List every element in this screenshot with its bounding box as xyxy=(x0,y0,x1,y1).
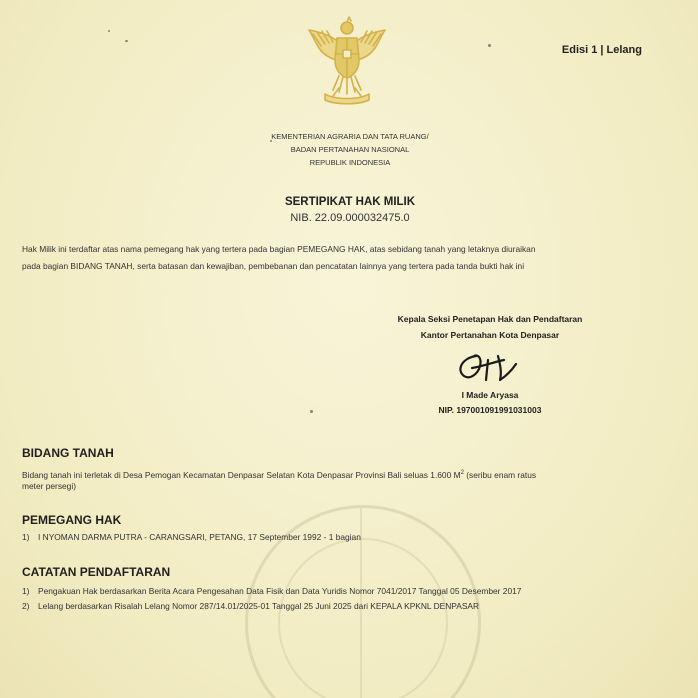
position-line: Kantor Pertanahan Kota Denpasar xyxy=(420,330,560,340)
list-item xyxy=(22,586,521,596)
paper-speck xyxy=(108,30,110,32)
list-item-text: Lelang berdasarkan Risalah Lelang Nomor 287/14.01/2025-01 Tanggal 25 Juni 2025 dari KEPALA KPKNL DENPASAR xyxy=(38,601,480,611)
signatory-details xyxy=(360,388,620,418)
signatory-name: I Made Aryasa xyxy=(461,390,519,400)
bidang-tanah-text xyxy=(22,468,672,492)
paper-speck xyxy=(488,44,491,47)
list-item xyxy=(22,601,479,611)
bidang-tanah-line xyxy=(22,468,672,481)
bidang-tanah-text-main: Bidang tanah ini terletak di Desa Pemogan Kecamatan Denpasar Selatan Kota Denpasar Provinsi Bali seluas 1.600 M xyxy=(22,469,461,480)
list-item-number: 2) xyxy=(22,601,30,611)
list-item-number: 1) xyxy=(22,532,30,542)
paper-speck xyxy=(125,40,128,42)
bidang-tanah-line: meter persegi) xyxy=(22,480,76,491)
section-title-catatan-pendaftaran: CATATAN PENDAFTARAN xyxy=(22,565,171,579)
section-title-bidang-tanah: BIDANG TANAH xyxy=(22,446,114,460)
certificate-nib: NIB. 22.09.000032475.0 xyxy=(290,212,410,224)
bidang-tanah-text-tail: (seribu enam ratus xyxy=(463,469,537,480)
list-item-number: 1) xyxy=(22,586,30,596)
paper-speck xyxy=(310,410,313,413)
area-unit-superscript: 2 xyxy=(460,470,464,476)
list-item-text: I NYOMAN DARMA PUTRA - CARANGSARI, PETANG, 17 September 1992 - 1 bagian xyxy=(38,532,361,542)
ministry-line: BADAN PERTANAHAN NASIONAL xyxy=(290,145,410,154)
certificate-intro xyxy=(22,241,662,275)
signatory-nip: NIP. 197001091991031003 xyxy=(438,405,542,415)
intro-line: Hak Milik ini terdaftar atas nama pemegang hak yang tertera pada bagian PEMEGANG HAK, atas sebidang tanah yang letaknya diuraikan xyxy=(22,244,536,254)
certificate-title: SERTIPIKAT HAK MILIK xyxy=(284,196,416,208)
section-title-pemegang-hak: PEMEGANG HAK xyxy=(22,513,122,527)
signatory-position xyxy=(360,311,620,343)
list-item xyxy=(22,532,361,542)
ministry-line: KEMENTERIAN AGRARIA DAN TATA RUANG/ xyxy=(271,132,429,141)
signature-mark xyxy=(448,346,528,386)
list-item-text: Pengakuan Hak berdasarkan Berita Acara Pengesahan Data Fisik dan Data Yuridis Nomor 7041/2017 Tanggal 05 Desember 2017 xyxy=(38,586,522,596)
garuda-emblem-icon xyxy=(303,14,391,106)
position-line: Kepala Seksi Penetapan Hak dan Pendaftaran xyxy=(397,314,583,324)
intro-line: pada bagian BIDANG TANAH, serta batasan dan kewajiban, pembebanan dan pencatatan lainnya yang tertera pada tanda bukti hak ini xyxy=(22,261,525,271)
edition-label: Edisi 1 | Lelang xyxy=(561,44,642,56)
ministry-line: REPUBLIK INDONESIA xyxy=(309,158,391,167)
ministry-header xyxy=(200,130,500,169)
